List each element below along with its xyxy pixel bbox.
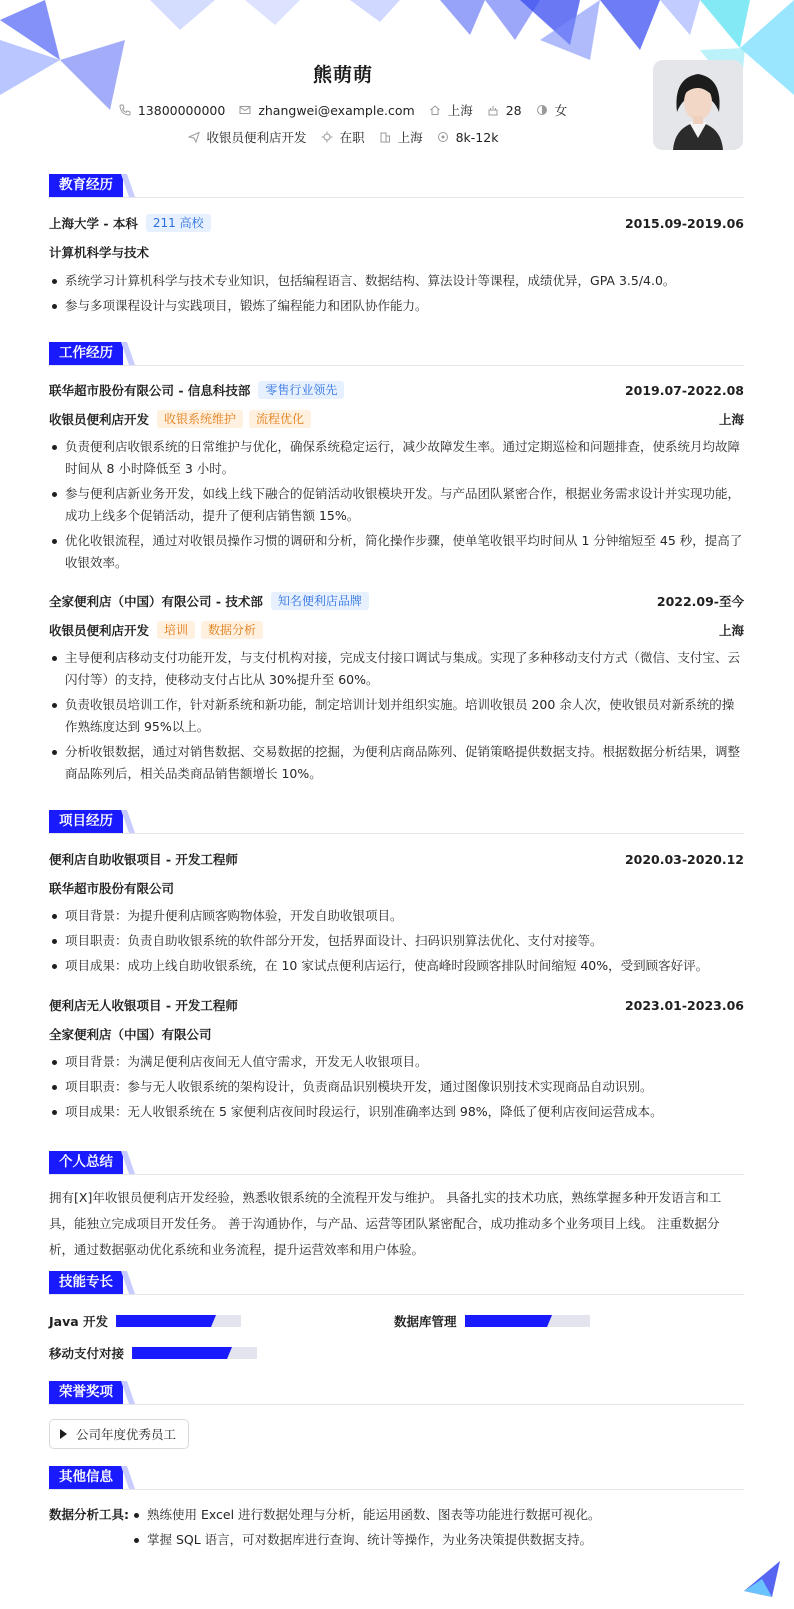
job-row	[49, 592, 744, 610]
list-item: 负责收银员培训工作，针对新系统和新功能，制定培训计划并组织实施。培训收银员 200 余人次，使收银员对新系统的操作熟练度达到 95%以上。	[49, 694, 744, 738]
work-city-text: 上海	[397, 130, 423, 145]
project-bullets	[49, 905, 744, 980]
other-header	[49, 1466, 744, 1490]
list-item: 项目职责：负责自助收银系统的软件部分开发，包括界面设计、扫码识别算法优化、支付对接等。	[49, 930, 744, 952]
work-city-item	[379, 128, 423, 146]
company-name: 联华超市股份有限公司 - 信息科技部	[49, 383, 251, 398]
list-item: 负责便利店收银系统的日常维护与优化，确保系统稳定运行，减少故障发生率。通过定期巡检和问题排查，使系统月均故障时间从 8 小时降低至 3 小时。	[49, 436, 744, 480]
title-decoration	[121, 1151, 135, 1174]
list-item: 主导便利店移动支付功能开发，与支付机构对接，完成支付接口调试与集成。实现了多种移动支付方式（微信、支付宝、云闪付等）的支持，使移动支付占比从 30%提升至 60%。	[49, 647, 744, 691]
list-item: 项目背景：为提升便利店顾客购物体验，开发自助收银项目。	[49, 905, 744, 927]
awards-header	[49, 1381, 744, 1405]
work-header	[49, 342, 744, 366]
summary-section	[49, 1151, 744, 1257]
play-icon	[60, 1429, 67, 1439]
projects-section	[49, 810, 744, 1119]
email-text: zhangwei@example.com	[258, 102, 415, 118]
gender-text: 女	[554, 103, 568, 118]
award-name: 公司年度优秀员工	[76, 1427, 177, 1442]
coin-icon	[437, 131, 449, 143]
phone-icon	[119, 104, 131, 116]
list-item: 项目成果：无人收银系统在 5 家便利店夜间时段运行，识别准确率达到 98%，降低了便利店夜间运营成本。	[49, 1101, 744, 1123]
job-intent-row	[0, 128, 686, 146]
list-item: 熟练使用 Excel 进行数据处理与分析，能运用函数、图表等功能进行数据可视化。	[131, 1504, 731, 1526]
age-item	[487, 103, 522, 118]
job-target-text: 收银员便利店开发	[206, 130, 307, 145]
building-icon	[379, 131, 391, 143]
section-title: 技能专长	[49, 1271, 123, 1294]
city-text: 上海	[447, 103, 473, 118]
skill-bar-fill	[132, 1347, 232, 1359]
status-text: 在职	[339, 130, 365, 145]
school-name: 上海大学 - 本科	[49, 216, 138, 231]
work-section	[49, 342, 744, 781]
education-header	[49, 174, 744, 198]
project-company-row	[49, 879, 744, 897]
section-title: 个人总结	[49, 1151, 123, 1174]
corner-decoration	[742, 1559, 782, 1599]
skill-bar	[116, 1315, 241, 1327]
title-decoration	[121, 1271, 135, 1294]
project-name: 便利店自助收银项目 - 开发工程师	[49, 852, 238, 867]
job-bullets	[49, 647, 744, 788]
section-title: 教育经历	[49, 174, 123, 197]
skill-item	[49, 1312, 241, 1330]
mail-icon	[239, 104, 251, 116]
project-row	[49, 996, 744, 1014]
job-target-item	[188, 128, 307, 146]
cake-icon	[487, 104, 499, 116]
skill-tag: 收银系统维护	[157, 410, 243, 428]
status-item	[321, 128, 365, 146]
gender-item	[536, 101, 568, 119]
project-company: 联华超市股份有限公司	[49, 881, 175, 896]
job-city: 上海	[718, 412, 744, 427]
email-item	[239, 103, 414, 118]
section-title: 荣誉奖项	[49, 1381, 123, 1404]
job-city: 上海	[718, 623, 744, 638]
resume-header	[0, 0, 794, 160]
skill-bar	[465, 1315, 590, 1327]
company-tag: 零售行业领先	[258, 381, 344, 399]
title-decoration	[121, 174, 135, 197]
skill-bar-fill	[116, 1315, 216, 1327]
project-company: 全家便利店（中国）有限公司	[49, 1027, 212, 1042]
education-row	[49, 214, 744, 232]
summary-text: 拥有[X]年收银员便利店开发经验，熟悉收银系统的全流程开发与维护。 具备扎实的技术功底，熟练掌握多种开发语言和工具，能独立完成项目开发任务。 善于沟通协作，与产品、运营等团队紧密配合，成功推动多个业务项目上线。 注重数据分析，通过数据驱动优化系统和业务流程，提升运营效率和用户体验。	[49, 1190, 722, 1257]
job-date: 2022.09-至今	[656, 594, 744, 609]
list-item: 掌握 SQL 语言，可对数据库进行查询、统计等操作，为业务决策提供数据支持。	[131, 1529, 731, 1551]
education-bullets	[49, 270, 744, 320]
education-section	[49, 174, 744, 313]
avatar	[653, 60, 743, 150]
list-item: 分析收银数据，通过对销售数据、交易数据的挖掘，为便利店商品陈列、促销策略提供数据支持。根据数据分析结果，调整商品陈列后，相关品类商品销售额增长 10%。	[49, 741, 744, 785]
skills-header	[49, 1271, 744, 1295]
list-item: 参与便利店新业务开发，如线上线下融合的促销活动收银模块开发。与产品团队紧密合作，根据业务需求设计并实现功能，成功上线多个促销活动，提升了便利店销售额 15%。	[49, 483, 744, 527]
city-item	[429, 101, 473, 119]
title-decoration	[121, 810, 135, 833]
job-date: 2019.07-2022.08	[624, 382, 744, 398]
section-title: 工作经历	[49, 342, 123, 365]
gender-icon	[536, 104, 548, 116]
summary-header	[49, 1151, 744, 1175]
skill-bar	[132, 1347, 257, 1359]
skill-bar-fill	[465, 1315, 553, 1327]
candidate-name: 熊萌萌	[312, 64, 373, 86]
other-bullets	[131, 1504, 731, 1554]
role-name: 收银员便利店开发	[49, 412, 150, 427]
send-icon	[188, 131, 200, 143]
company-name: 全家便利店（中国）有限公司 - 技术部	[49, 594, 263, 609]
award-item	[49, 1419, 189, 1449]
section-title: 项目经历	[49, 810, 123, 833]
title-decoration	[121, 1466, 135, 1489]
age-text: 28	[505, 102, 522, 118]
skill-item	[49, 1344, 257, 1362]
education-date: 2015.09-2019.06	[624, 215, 744, 231]
phone-item	[119, 103, 225, 118]
skill-name: 移动支付对接	[49, 1346, 125, 1361]
status-icon	[321, 131, 333, 143]
project-date: 2020.03-2020.12	[624, 851, 744, 867]
project-company-row	[49, 1025, 744, 1043]
list-item: 参与多项课程设计与实践项目，锻炼了编程能力和团队协作能力。	[49, 295, 744, 317]
list-item: 项目成果：成功上线自助收银系统，在 10 家试点便利店运行，使高峰时段顾客排队时间缩短 40%，受到顾客好评。	[49, 955, 744, 977]
title-decoration	[121, 1381, 135, 1404]
project-name: 便利店无人收银项目 - 开发工程师	[49, 998, 238, 1013]
salary-item	[437, 130, 499, 145]
skill-item	[394, 1312, 590, 1330]
project-bullets	[49, 1051, 744, 1126]
awards-section	[49, 1381, 744, 1442]
major-name: 计算机科学与技术	[49, 245, 150, 260]
skill-name: Java 开发	[49, 1314, 109, 1329]
salary-text: 8k-12k	[455, 129, 499, 145]
profile-photo	[653, 60, 743, 150]
list-item: 项目职责：参与无人收银系统的架构设计，负责商品识别模块开发，通过图像识别技术实现商品自动识别。	[49, 1076, 744, 1098]
project-date: 2023.01-2023.06	[624, 997, 744, 1013]
skills-section	[49, 1271, 744, 1361]
other-label: 数据分析工具:	[49, 1507, 129, 1522]
skill-tag: 流程优化	[249, 410, 311, 428]
role-row	[49, 621, 744, 639]
list-item: 优化收银流程，通过对收银员操作习惯的调研和分析，简化操作步骤，使单笔收银平均时间从 1 分钟缩短至 45 秒，提高了收银效率。	[49, 530, 744, 574]
list-item: 系统学习计算机科学与技术专业知识，包括编程语言、数据结构、算法设计等课程，成绩优异，GPA 3.5/4.0。	[49, 270, 744, 292]
major-row	[49, 243, 744, 261]
skill-tag: 数据分析	[201, 621, 263, 639]
role-row	[49, 410, 744, 428]
other-section	[49, 1466, 744, 1547]
skill-tag: 培训	[157, 621, 195, 639]
skill-name: 数据库管理	[394, 1314, 457, 1329]
contact-row	[0, 101, 686, 119]
project-row	[49, 850, 744, 868]
role-name: 收银员便利店开发	[49, 623, 150, 638]
job-bullets	[49, 436, 744, 577]
school-tag: 211 高校	[146, 214, 211, 232]
phone-text: 13800000000	[137, 102, 226, 118]
list-item: 项目背景：为满足便利店夜间无人值守需求，开发无人收银项目。	[49, 1051, 744, 1073]
projects-header	[49, 810, 744, 834]
home-icon	[429, 104, 441, 116]
section-title: 其他信息	[49, 1466, 123, 1489]
title-decoration	[121, 342, 135, 365]
company-tag: 知名便利店品牌	[271, 592, 369, 610]
job-row	[49, 381, 744, 399]
